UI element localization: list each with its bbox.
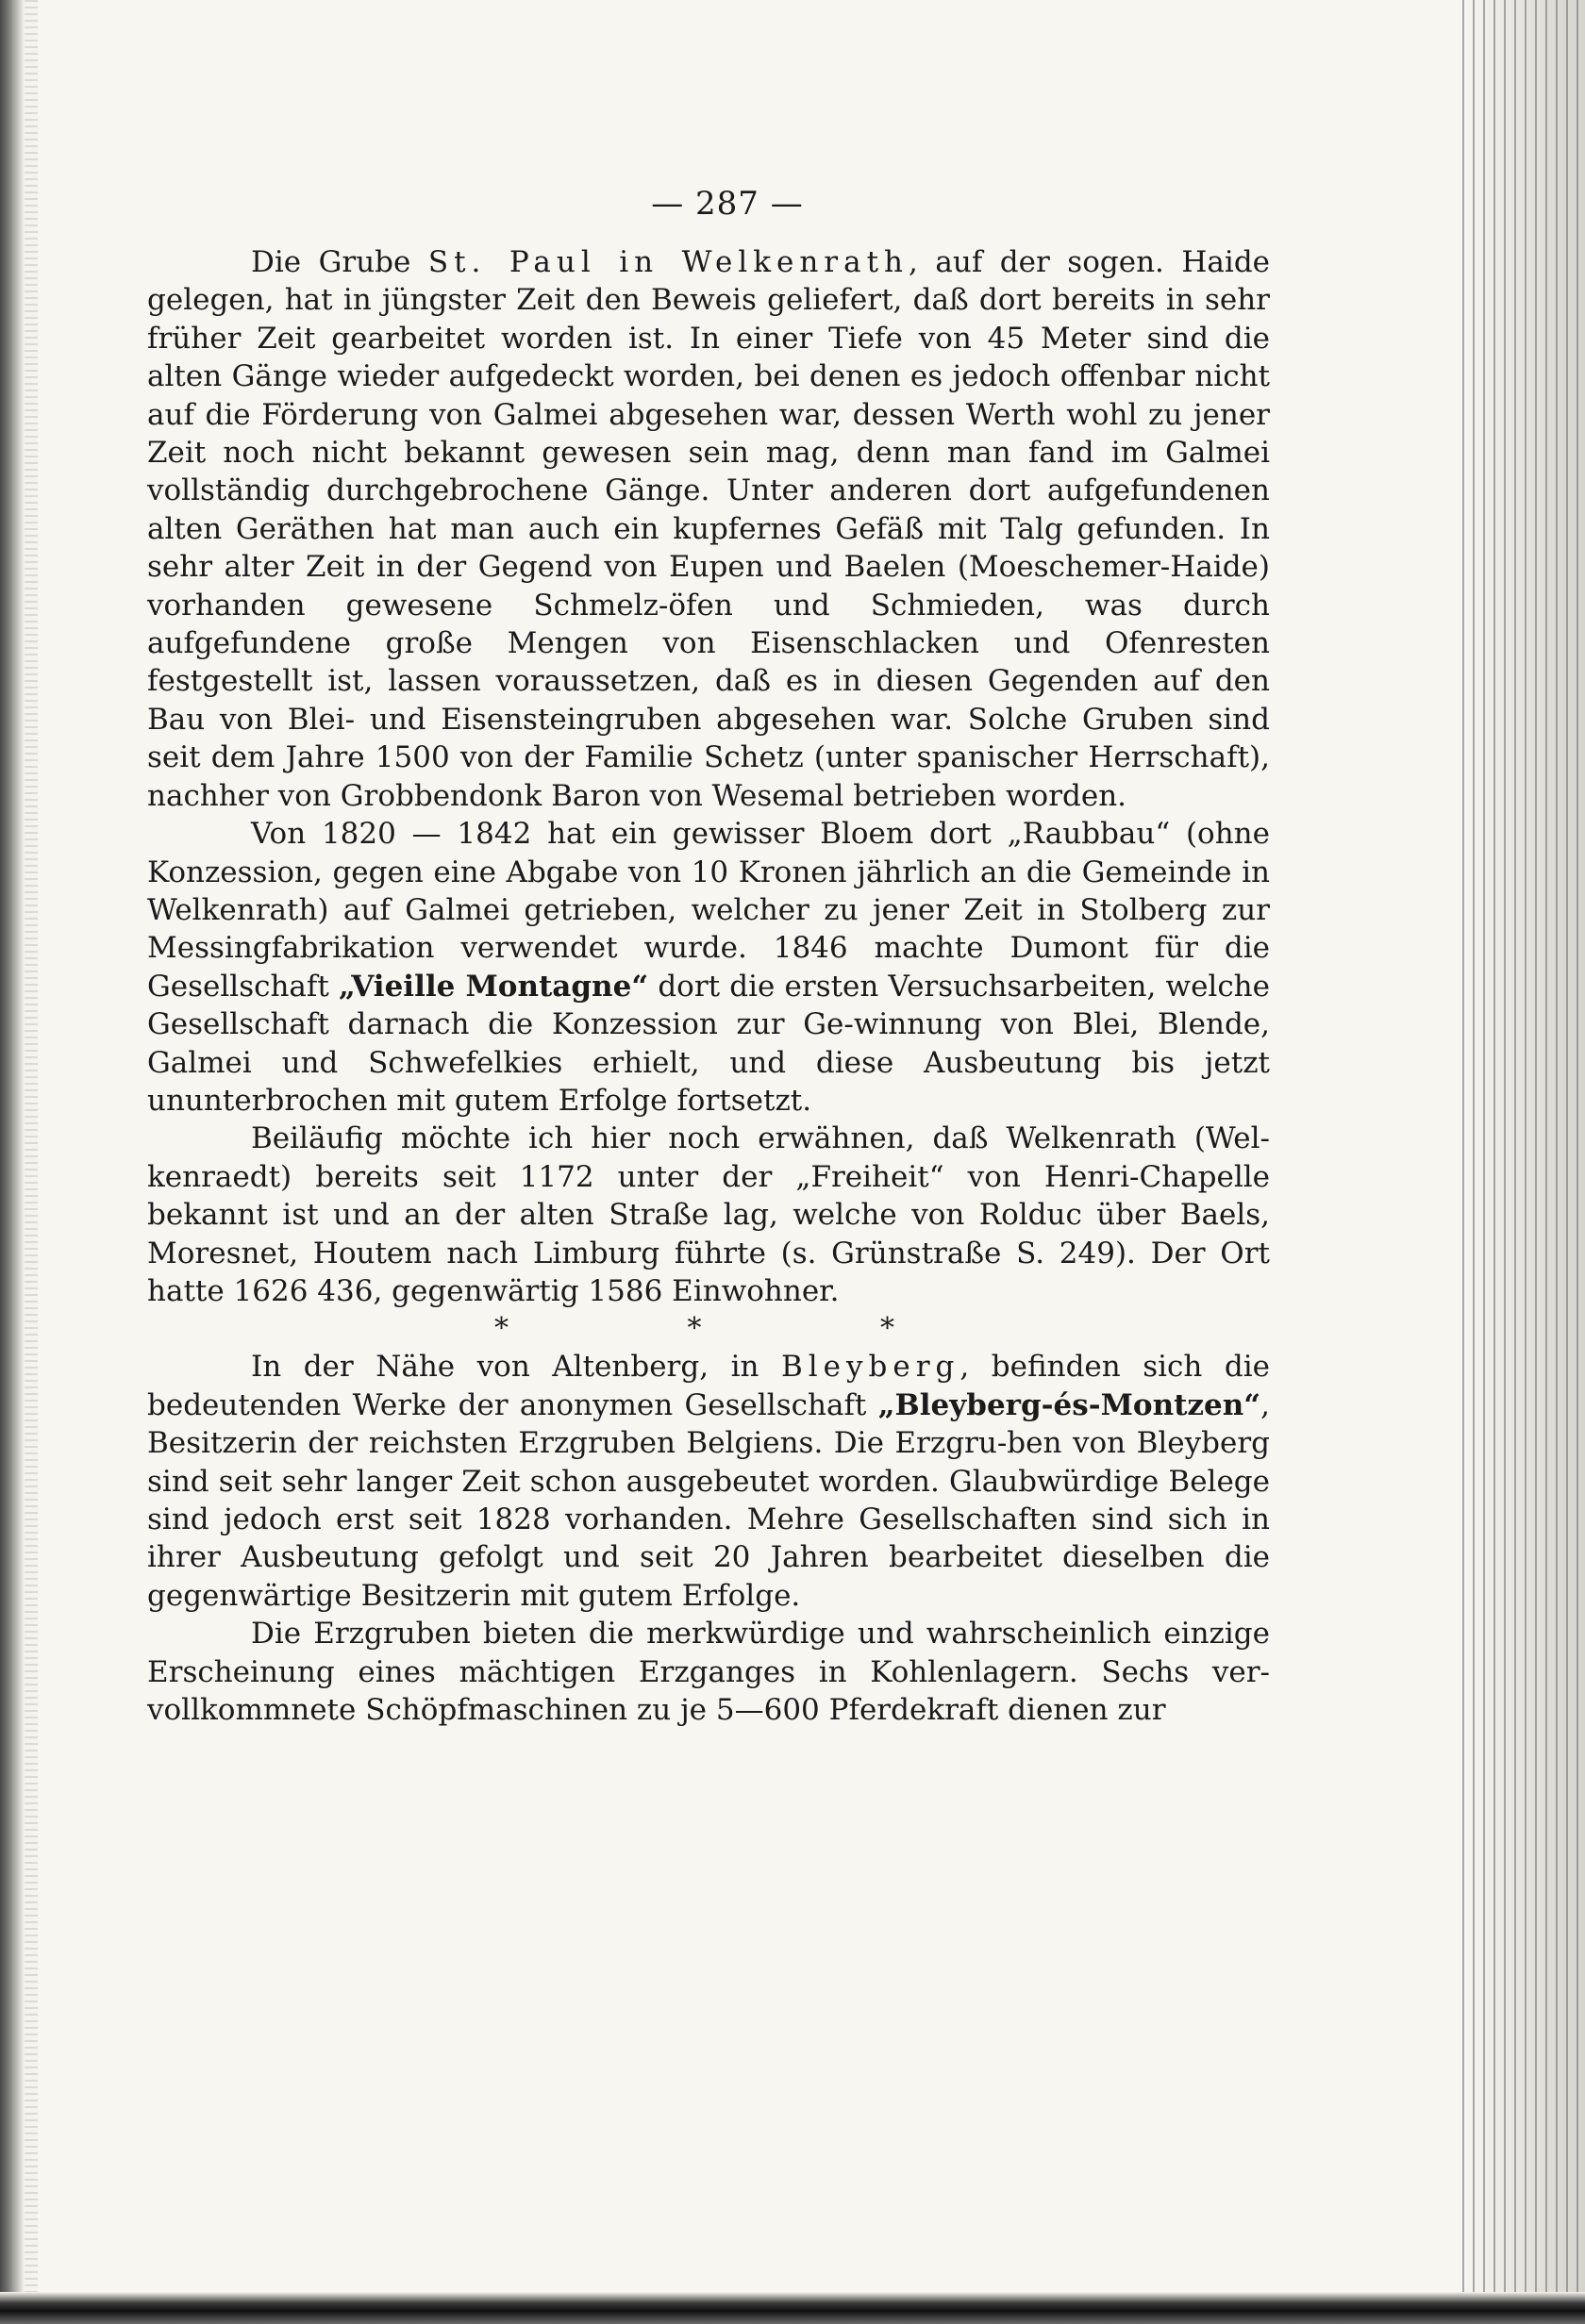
paragraph-text: In der Nähe von Altenberg, in — [251, 1350, 781, 1385]
paragraph-bleyberg — [147, 1348, 1270, 1615]
spaced-place-name: St. Paul in Welkenrath — [427, 245, 909, 279]
paragraph-text: , auf der sogen. Haide gelegen, hat in jüngster Zeit den Beweis geliefert, daß dort bereits in sehr früher Zeit gearbeitet worden ist. In einer Tiefe von 45 Meter sind die alten Gänge wieder aufgedeckt worden, bei denen es jedoch offenbar nicht auf die Förderung von Galmei abgesehen war, dessen Werth wohl zu jener Zeit noch nicht bekannt gewesen sein mag, denn man fand im Galmei vollständig durchgebrochene Gänge. Unter anderen dort aufgefundenen alten Geräthen hat man auch ein kupfernes Gefäß mit Talg gefunden. In sehr alter Zeit in der Gegend von Eupen und Baelen (Moeschemer-Haide) vorhanden gewesene Schmelz-öfen und Schmieden, was durch aufgefundene große Mengen von Eisenschlacken und Ofenresten festgestellt ist, lassen voraussetzen, daß es in diesen Gegenden auf den Bau von Blei- und Eisensteingruben abgesehen war. Solche Gruben sind seit dem Jahre 1500 von der Familie Schetz (unter spanischer Herrschaft), nachher von Grobbendonk Baron von Wesemal betrieben worden. — [147, 245, 1271, 813]
right-page-edges — [1462, 0, 1585, 2324]
paragraph-text: Die Erzgruben bieten die merkwürdige und wahrscheinlich einzige Erscheinung eines mächtigen Erzganges in Kohlenlagern. Sechs ver-vollkommnete Schöpfmaschinen zu je 5—600 Pferdekraft dienen zur — [147, 1617, 1270, 1728]
left-edge-shadow — [25, 0, 38, 2324]
paragraph-text: Beiläufig möchte ich hier noch erwähnen, daß Welkenrath (Wel-kenraedt) bereits seit 1172 unter der „Freiheit“ von Henri-Chapelle bekannt ist und an der alten Straße lag, welche von Rolduc über Baels, Moresnet, Houtem nach Limburg führte (s. Grünstraße S. 249). Der Ort hatte 1626 436, gegenwärtig 1586 Einwohner. — [147, 1121, 1270, 1308]
bottom-scan-edge — [0, 2292, 1585, 2324]
paragraph-raubbau — [147, 815, 1270, 1120]
spaced-place-name: Bleyberg — [780, 1350, 960, 1385]
paragraph-text: , befinden sich die bedeutenden Werke der anonymen Gesellschaft — [147, 1350, 1270, 1422]
paragraph-text: , Besitzerin der reichsten Erzgruben Belgiens. Die Erzgru-ben von Bleyberg sind seit sehr langer Zeit schon ausgebeutet worden. Glaubwürdige Belege sind jedoch erst seit 1828 vorhanden. Mehre Gesellschaften sind sich in ihrer Ausbeutung gefolgt und seit 20 Jahren bearbeitet dieselben die gegenwärtige Besitzerin mit gutem Erfolge. — [147, 1387, 1270, 1613]
paragraph-text: Die Grube — [251, 245, 428, 279]
paragraph-text: dort die ersten Versuchsarbeiten, welche Gesellschaft darnach die Konzession zur Ge-winnung von Blei, Blende, Galmei und Schwefelkies erhielt, und diese Ausbeutung bis jetzt ununterbrochen mit gutem Erfolge fortsetzt. — [147, 969, 1270, 1118]
paragraph-welkenrath — [147, 1120, 1270, 1310]
company-name-bold: „Bleyberg-és-Montzen“ — [877, 1387, 1261, 1422]
company-name-bold: „Vieille Montagne“ — [339, 969, 649, 1004]
paragraph-text: Von 1820 — 1842 hat ein gewisser Bloem dort „Raubbau“ (ohne Konzession, gegen eine Abgabe von 10 Kronen jährlich an die Gemeinde in Welkenrath) auf Galmei getrieben, welcher zu jener Zeit in Stolberg zur Messingfabrikation verwendet wurde. 1846 machte Dumont für die Gesellschaft — [147, 817, 1270, 1004]
left-binding-edge — [0, 0, 25, 2324]
section-separator: * * * — [493, 1312, 980, 1346]
page-text-block — [147, 185, 1270, 1729]
page-number: — 287 — — [651, 185, 804, 223]
paragraph-erzgruben — [147, 1615, 1270, 1729]
paragraph-grube-st-paul — [147, 243, 1270, 815]
